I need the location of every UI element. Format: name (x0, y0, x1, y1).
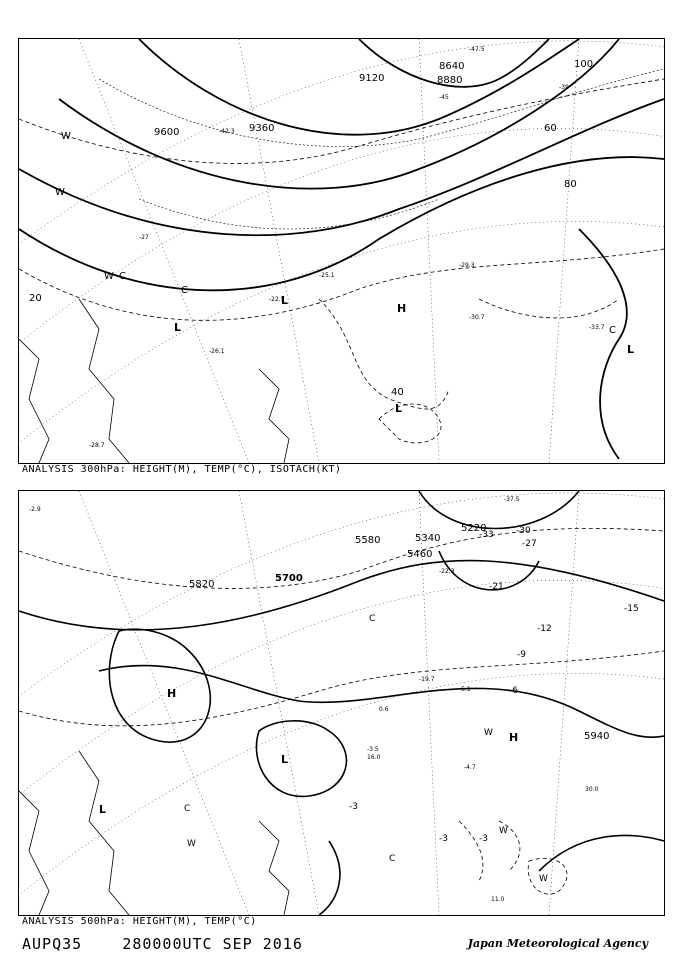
pressure-system-symbol: L (99, 803, 107, 816)
panel-caption-500hpa: ANALYSIS 500hPa: HEIGHT(M), TEMP(°C) (22, 916, 257, 927)
pressure-system-symbol: L (627, 343, 635, 356)
pressure-system-symbol: W (499, 826, 508, 836)
temp-label: -45 (439, 94, 449, 101)
height-label: 5340 (415, 533, 441, 544)
height-label: 8880 (437, 75, 463, 86)
temp-label: -30.7 (469, 314, 485, 321)
height-contours (19, 39, 664, 459)
pressure-system-symbol: W (55, 187, 65, 198)
pressure-system-symbol: L (395, 402, 403, 415)
height-label: 9360 (249, 123, 275, 134)
valid-time: 280000UTC SEP 2016 (122, 935, 303, 953)
graticule (19, 39, 664, 463)
map-panel-500hpa (18, 490, 665, 916)
station-temp: -4.7 (464, 764, 476, 771)
isotherm-label: -3 (479, 834, 488, 844)
height-label: 5700 (275, 573, 303, 584)
agency-credit: Japan Meteorological Agency (467, 937, 648, 950)
isotach-label: 40 (391, 387, 404, 398)
station-temp: -2.9 (29, 506, 41, 513)
station-temp: -5.1 (459, 686, 471, 693)
chart-identifier (22, 935, 303, 953)
station-temp: 16.0 (367, 754, 381, 761)
pressure-system-symbol: W (104, 271, 114, 282)
pressure-system-symbol: W (484, 728, 493, 738)
pressure-system-symbol: C (369, 614, 376, 624)
temp-label: -27 (139, 234, 149, 241)
coastline (19, 299, 289, 463)
temp-label: -42.3 (219, 128, 235, 135)
pressure-system-symbol: C (609, 325, 616, 336)
isotherm-label: -15 (624, 604, 639, 614)
isotherm-label: -3 (439, 834, 448, 844)
isotherm-label: -6 (509, 686, 518, 696)
isotach-label: 20 (29, 293, 42, 304)
graticule (19, 491, 664, 915)
pressure-system-symbol: H (167, 687, 177, 700)
height-label: 5820 (189, 579, 215, 590)
isotach-label: 100 (574, 59, 594, 70)
temp-label: -25.1 (319, 272, 335, 279)
height-label: 5460 (407, 549, 433, 560)
coastline (19, 751, 289, 915)
pressure-system-symbol: C (119, 271, 126, 282)
map-panel-300hpa (18, 38, 665, 464)
station-temp: -37.5 (504, 496, 520, 503)
isotach-label: 80 (564, 179, 577, 190)
temp-label: -26.1 (209, 348, 225, 355)
height-label: 5580 (355, 535, 381, 546)
panel-caption-300hpa: ANALYSIS 300hPa: HEIGHT(M), TEMP(°C), ISOTACH(KT) (22, 464, 342, 475)
pressure-system-symbol: L (174, 321, 182, 334)
height-contours (19, 491, 664, 915)
station-temp: 30.0 (585, 786, 599, 793)
isotherm-label: -33 (479, 530, 494, 540)
height-label: 9600 (154, 127, 180, 138)
temp-label: -39 (559, 84, 569, 91)
temp-label: -28.7 (89, 442, 105, 449)
map-500hpa-canvas (19, 491, 664, 915)
height-label: 8640 (439, 61, 465, 72)
pressure-system-symbol: C (181, 285, 188, 296)
pressure-system-symbol: L (281, 294, 289, 307)
station-temp: 0.6 (379, 706, 389, 713)
pressure-system-symbol: W (187, 839, 196, 849)
isotachs (99, 69, 664, 229)
pressure-system-symbol: C (389, 854, 396, 864)
height-label: 9120 (359, 73, 385, 84)
isotherm-label: -9 (517, 650, 526, 660)
map-300hpa-canvas (19, 39, 664, 463)
pressure-system-symbol: H (509, 731, 519, 744)
height-label: 5220 (461, 523, 487, 534)
pressure-system-symbol: W (61, 131, 71, 142)
isotach-label: 60 (544, 123, 557, 134)
station-temp: 11.0 (491, 896, 505, 903)
pressure-system-symbol: C (184, 804, 191, 814)
isotherm-label: -3 (349, 802, 358, 812)
pressure-system-symbol: W (539, 874, 548, 884)
temp-label: -33.7 (589, 324, 605, 331)
isotherm-label: -30 (516, 526, 531, 536)
temp-label: -47.5 (469, 46, 485, 53)
isotherm-label: -12 (537, 624, 552, 634)
pressure-system-symbol: L (281, 753, 289, 766)
station-temp: -19.7 (419, 676, 435, 683)
temp-label: -29.3 (459, 262, 475, 269)
temp-label: -22.5 (269, 296, 285, 303)
isotherm-label: -21 (489, 582, 504, 592)
isotherm-label: -27 (522, 539, 537, 549)
isotherms (19, 528, 664, 894)
station-temp: -22.3 (439, 568, 455, 575)
height-label: 5940 (584, 731, 610, 742)
chart-code: AUPQ35 (22, 935, 83, 953)
pressure-system-symbol: H (397, 302, 407, 315)
station-temp: -3.5 (367, 746, 379, 753)
